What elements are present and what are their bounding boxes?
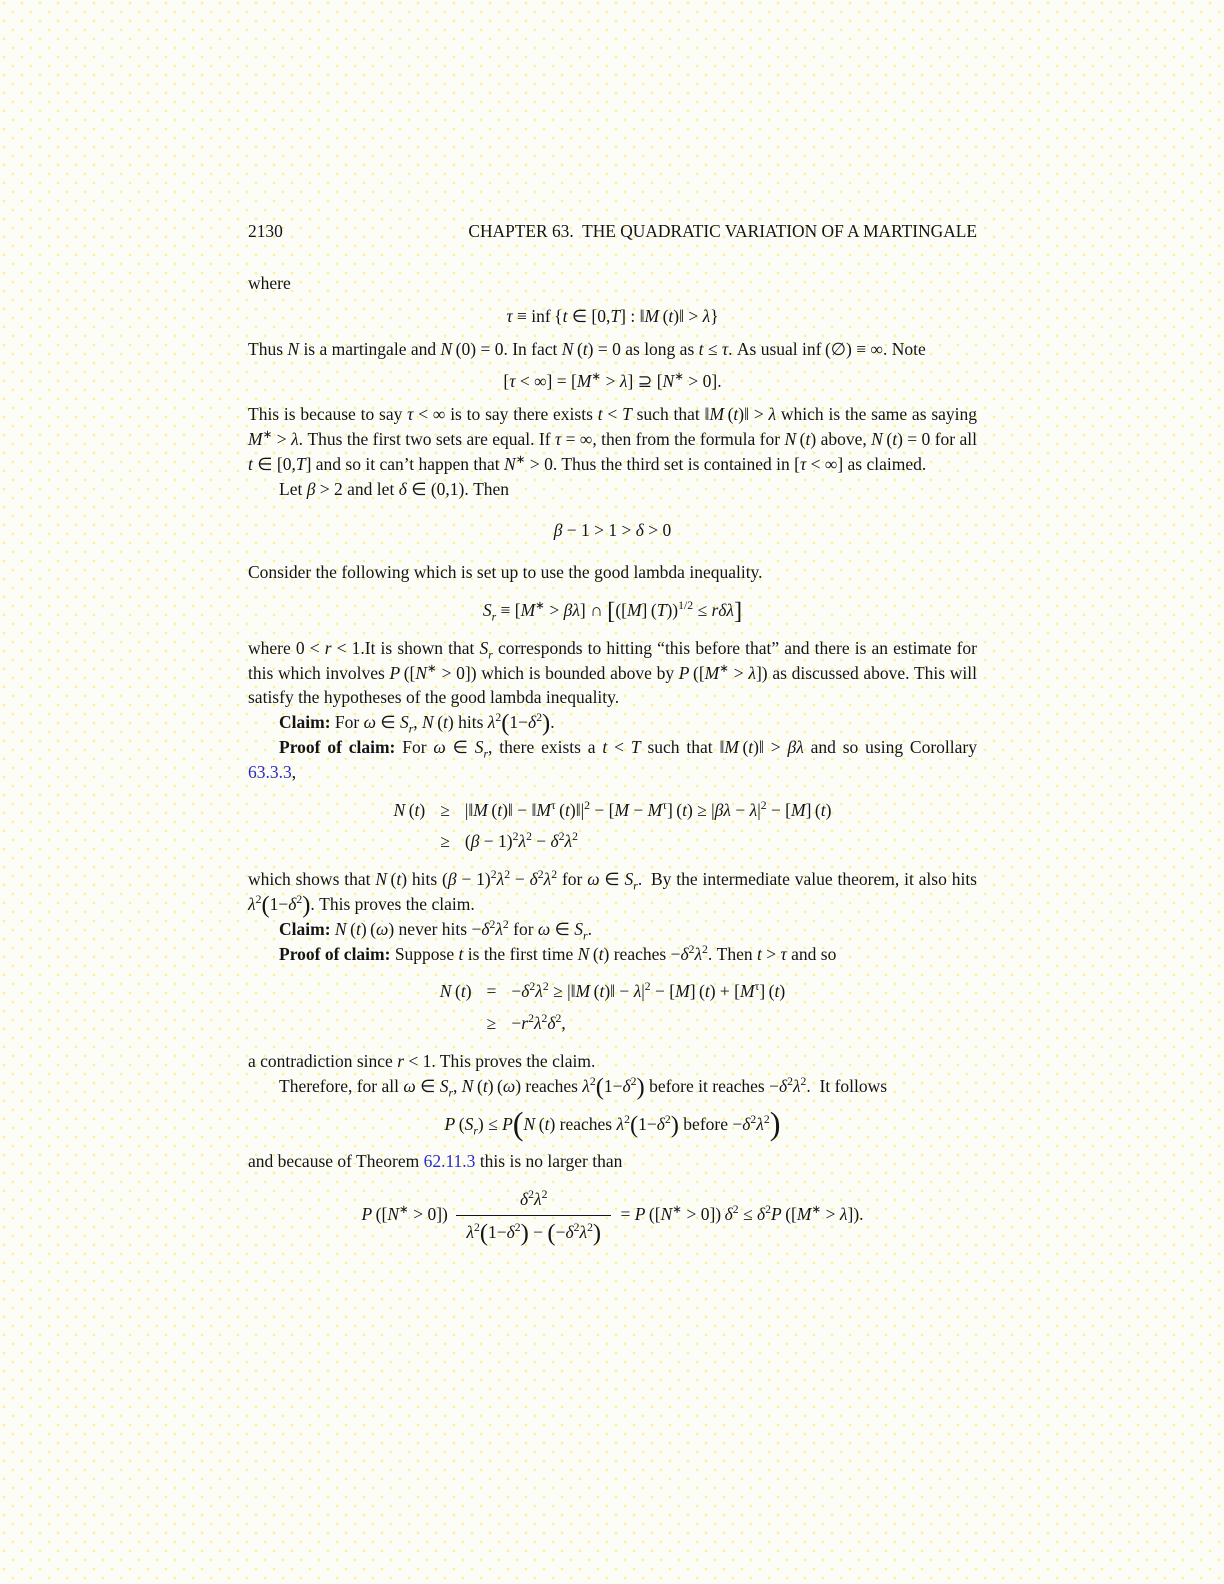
equation-cell: $-r^2\lambda^2\delta^2$,	[511, 1012, 566, 1034]
proof-of-claim-2: Proof of claim: Suppose t is the first time N (t) reaches $-\delta^2\lambda^2$. Then t > τ and so	[279, 942, 837, 964]
equation-cell: =	[486, 981, 497, 1002]
chapter-header: CHAPTER 63. THE QUADRATIC VARIATION OF A MARTINGALE	[468, 221, 977, 241]
running-header	[248, 221, 977, 242]
final-fraction-formula: P ([N∗ > 0]) $\frac{\delta^2\lambda^2}{\lambda^2(1-\delta^2) - (-\delta^2\lambda^2)}$ = P ([N∗ > 0]) $\delta^2 \le \delta^2P$ ([M∗ > λ]).	[361, 1188, 864, 1247]
paragraph-thus-n-martingale: Thus N is a martingale and N (0) = 0. In fact N (t) = 0 as long as t ≤ τ. As usual inf (∅) ≡ ∞. Note	[248, 338, 926, 359]
ref-link-62-11-3[interactable]: 62.11.3	[423, 1151, 476, 1172]
equation-cell: $-\delta^2\lambda^2$ ≥ |‖M (t)‖ − $\lambda|^2 - [M] (t) + [M^\tau]$ (t)	[511, 980, 786, 1002]
claim-1: Claim: For ω ∈ $S_r$, N (t) hits $\lambda^2(1-\delta^2)$.	[279, 709, 555, 737]
paragraph-because-of-theorem: and because of Theorem 62.11.3 this is no larger than	[248, 1151, 623, 1172]
paragraph-this-is-because: This is because to say τ < ∞ is to say there exists t < T such that ‖M (t)‖ > λ which is the same as saying M∗ > λ. Thus the first two sets are equal. If τ = ∞, then from the formula for N (t) above, N (t) = 0 for all t ∈ [0,T] and so it can’t happen that N∗ > 0. Thus the third set is contained in [τ < ∞] as claimed.	[248, 404, 978, 474]
paragraph-which-shows: which shows that N (t) hits $(\beta - 1)^2\lambda^2 - \delta^2\lambda^2$ for ω ∈ $S_r$. By the intermediate value theorem, it also hits $\lambda^2(1-\delta^2)$. This proves the claim.	[248, 868, 977, 919]
page-number: 2130	[248, 221, 283, 241]
equation-cell	[394, 829, 426, 854]
beta-delta-inequality-formula: β − 1 > 1 > δ > 0	[553, 520, 672, 541]
equation-cell: N (t)	[439, 981, 472, 1002]
paragraph-therefore: Therefore, for all ω ∈ $S_r$, N (t) (ω) reaches $\lambda^2(1-\delta^2)$ before it reaches $-\delta^2\lambda^2$. It follows	[279, 1073, 888, 1101]
tau-definition-formula: τ ≡ inf {t ∈ [0,T] : ‖M (t)‖ > λ}	[506, 305, 719, 326]
equation-cell: N (t)	[393, 799, 426, 820]
claim-2: Claim: N (t) (ω) never hits $-\delta^2\lambda^2$ for ω ∈ $S_r$.	[279, 917, 592, 943]
equation-cell	[440, 1011, 472, 1036]
paragraph-consider-following: Consider the following which is set up to use the good lambda inequality.	[248, 562, 763, 583]
paragraph-where: where	[248, 273, 291, 293]
ref-link-63-3-3[interactable]: 63.3.3	[248, 761, 292, 782]
set-equality-formula: [τ < ∞] = [M∗ > λ] ⊇ [N∗ > 0].	[503, 370, 722, 392]
equation-cell: |‖M (t)‖ − $‖M^\tau$ $(t)‖|^2 - [M - M^\tau] (t) \ge |\beta\lambda - \lambda|^2 - [M]$ (t)	[464, 798, 832, 820]
proof-of-claim-1: Proof of claim: For ω ∈ $S_r$, there exists a t < T such that ‖M (t)‖ > βλ and so using Corollary 63.3.3,	[248, 736, 977, 782]
paragraph-let-beta: Let β > 2 and let δ ∈ (0,1). Then	[279, 478, 510, 499]
equation-cell: ≥	[486, 1013, 497, 1034]
paragraph-contradiction: a contradiction since r < 1. This proves the claim.	[248, 1050, 596, 1071]
equation-cell: $(\beta - 1)^2\lambda^2 - \delta^2\lambda^2$	[464, 830, 578, 852]
equation-cell: ≥	[440, 799, 450, 820]
paragraph-where-r: where 0 < r < 1.It is shown that $S_r$ corresponds to hitting “this before that” and there is an estimate for this which involves P ([N∗ > 0]) which is bounded above by P ([M∗ > λ]) as discussed above. This will satisfy the hypotheses of the good lambda inequality.	[248, 637, 977, 708]
page-body	[248, 271, 977, 1258]
sr-definition-formula: $S_r \equiv [M^∗ > \beta\lambda]$ ∩ [([M] (T))$^{1/2}$ ≤ rδλ]	[482, 597, 743, 625]
probability-bound-formula: P $(S_r) \le P(N$ (t) reaches $\lambda^2(1-\delta^2)$ before $-\delta^2\lambda^2$)	[444, 1106, 781, 1143]
equation-cell: ≥	[440, 831, 450, 852]
nt-contradiction-equations	[248, 979, 977, 1036]
nt-lower-bound-equations	[248, 798, 977, 855]
